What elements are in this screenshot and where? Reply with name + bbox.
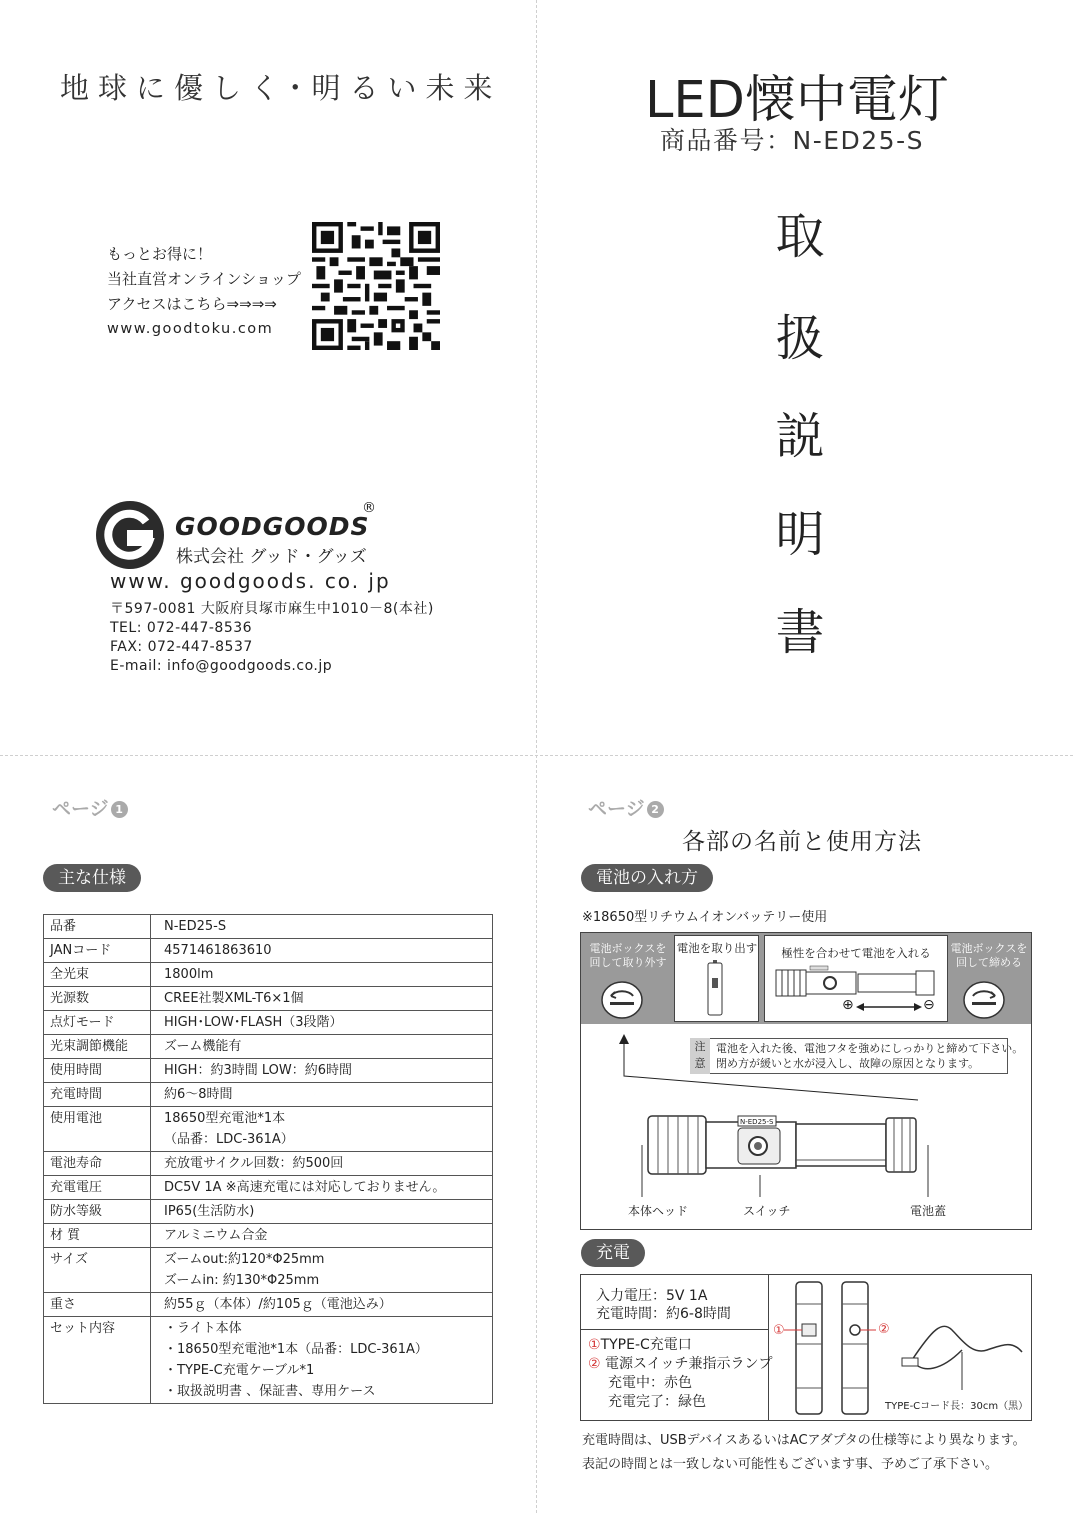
product-model-number: 商品番号：N-ED25-S (660, 126, 924, 155)
spec-value (151, 1107, 493, 1152)
minus-icon: ⊖ (923, 997, 935, 1013)
spec-value-line: ズームout:約120*Φ25mm (164, 1252, 325, 1267)
page-number-badge: 2 (647, 801, 664, 818)
footnote-line-1: 充電時間は、USBデバイスあるいはACアダプタの仕様等により異なります。 (582, 1433, 1026, 1448)
cable-length: TYPE-Cコード長：30cm（黒） (885, 1401, 1029, 1412)
spec-value-line: アルミニウム合金 (164, 1228, 268, 1243)
page-number-badge: 1 (111, 801, 128, 818)
spec-value-line: 18650型充電池*1本 (164, 1111, 286, 1126)
product-title: LED懐中電灯 (645, 71, 949, 130)
company-contact (110, 600, 434, 676)
battery-type-note: ※18650型リチウムイオンバッテリー使用 (582, 910, 828, 925)
insert-battery-illustration (774, 962, 938, 1002)
spec-value-line: HIGH･LOW･FLASH（3段階） (164, 1015, 343, 1030)
spec-row (44, 1200, 493, 1224)
goodgoods-logo-icon (95, 500, 165, 570)
spec-key: 使用時間 (44, 1059, 151, 1083)
shop-info (107, 242, 301, 342)
company-name-jp: 株式会社 グッド・グッズ (176, 547, 367, 567)
spec-row (44, 915, 493, 939)
spec-value (151, 1152, 493, 1176)
charge-spec (596, 1287, 731, 1323)
company-tel: TEL: 072-447-8536 (110, 620, 253, 636)
spec-value-line: ・ライト本体 (164, 1321, 242, 1336)
spec-row (44, 1176, 493, 1200)
spec-row (44, 1059, 493, 1083)
spec-value (151, 1293, 493, 1317)
spec-value (151, 1011, 493, 1035)
charging-color: 充電中：赤色 (608, 1375, 692, 1391)
company-website[interactable]: www. goodgoods. co. jp (110, 569, 391, 593)
spec-value-line: N-ED25-S (164, 919, 227, 934)
page-2-label (588, 794, 664, 821)
spec-row (44, 1035, 493, 1059)
item-1-marker: ① (588, 1337, 601, 1353)
spec-value (151, 987, 493, 1011)
spec-key: セット内容 (44, 1317, 151, 1404)
charge-time: 充電時間：約6-8時間 (596, 1306, 731, 1322)
spec-key: 充電電圧 (44, 1176, 151, 1200)
spec-key: 使用電池 (44, 1107, 151, 1152)
charge-section-header: 充電 (581, 1239, 645, 1267)
spec-key: サイズ (44, 1248, 151, 1293)
footnote-line-2: 表記の時間とは一致しない可能性もございます事、予めご了承下さい。 (582, 1457, 999, 1472)
fold-line-vertical (536, 0, 537, 1513)
page-label-text: ページ (588, 798, 645, 820)
item-1-text: TYPE-C充電口 (600, 1337, 692, 1353)
spec-value (151, 915, 493, 939)
caution-line-1: 電池を入れた後、電池フタを強めにしっかりと締めて下さい。 (716, 1042, 1024, 1055)
charge-parts-list (588, 1336, 772, 1412)
company-address: 〒597-0081 大阪府貝塚市麻生中1010－8(本社) (110, 601, 434, 617)
spec-value (151, 1176, 493, 1200)
spec-row (44, 1224, 493, 1248)
spec-row (44, 1107, 493, 1152)
spec-value-line: （品番：LDC-361A） (164, 1132, 294, 1147)
spec-row (44, 1152, 493, 1176)
part-leader-lines (636, 1145, 936, 1200)
manual-title-char: 明 (775, 506, 825, 563)
rotate-close-icon (962, 980, 1006, 1020)
spec-key: 全光束 (44, 963, 151, 987)
step-2-text: 電池を取り出す (676, 941, 758, 955)
spec-value-line: 1800lm (164, 967, 214, 982)
manual-title-char: 取 (775, 208, 825, 265)
spec-value-line: ・取扱説明書 、保証書、専用ケース (164, 1384, 376, 1399)
page-2-heading: 各部の名前と使用方法 (682, 829, 922, 855)
shop-line-1: もっとお得に！ (107, 245, 213, 263)
spec-key: 電池寿命 (44, 1152, 151, 1176)
qr-code-icon[interactable] (312, 222, 440, 350)
spec-section-header: 主な仕様 (43, 864, 141, 892)
spec-row (44, 1317, 493, 1404)
battery-icon (704, 958, 726, 1018)
caution-tag: 注意 (690, 1038, 710, 1074)
company-email[interactable]: E-mail: info@goodgoods.co.jp (110, 658, 333, 674)
part-label-switch: スイッチ (743, 1204, 791, 1218)
spec-key: 充電時間 (44, 1083, 151, 1107)
company-fax: FAX: 072-447-8537 (110, 639, 253, 655)
spec-value-line: 充放電サイクル回数：約500回 (164, 1156, 344, 1171)
spec-key: 点灯モード (44, 1011, 151, 1035)
spec-key: 重さ (44, 1293, 151, 1317)
step-1-text: 電池ボックスを回して取り外す (589, 942, 667, 969)
caution-text (716, 1041, 1023, 1071)
charged-color: 充電完了：緑色 (608, 1394, 706, 1410)
marker-2-label: ② (878, 1322, 890, 1337)
manual-title-char: 説 (775, 408, 825, 465)
spec-value (151, 1083, 493, 1107)
manual-title-char: 書 (775, 604, 825, 661)
spec-value (151, 939, 493, 963)
battery-section-header: 電池の入れ方 (581, 864, 713, 892)
charge-footnote (582, 1429, 1026, 1477)
spec-value-line: 約6～8時間 (164, 1087, 233, 1102)
double-arrow-icon (856, 1002, 922, 1012)
spec-value (151, 963, 493, 987)
spec-key: 材 質 (44, 1224, 151, 1248)
spec-key: 光束調節機能 (44, 1035, 151, 1059)
spec-row (44, 939, 493, 963)
spec-value-line: 4571461863610 (164, 943, 272, 958)
spec-row (44, 1248, 493, 1293)
spec-value-line: HIGH：約3時間 LOW：約6時間 (164, 1063, 352, 1078)
item-2-text: 電源スイッチ兼指示ランプ (605, 1356, 773, 1372)
shop-line-3: アクセスはこちら⇒⇒⇒⇒ (107, 295, 277, 313)
spec-value (151, 1059, 493, 1083)
spec-value (151, 1248, 493, 1293)
manual-title-char: 扱 (775, 310, 825, 367)
fold-line-horizontal (0, 755, 1073, 756)
spec-key: JANコード (44, 939, 151, 963)
spec-table (43, 914, 493, 1404)
spec-row (44, 963, 493, 987)
spec-value-line: 約55ｇ（本体）/約105ｇ（電池込み） (164, 1297, 392, 1312)
spec-row (44, 1083, 493, 1107)
item-2-marker: ② (588, 1356, 601, 1372)
registered-mark: ® (362, 500, 376, 516)
spec-value-line: IP65(生活防水) (164, 1204, 255, 1219)
page-label-text: ページ (52, 798, 109, 820)
spec-key: 品番 (44, 915, 151, 939)
spec-row (44, 987, 493, 1011)
charge-input-voltage: 入力電圧：5V 1A (596, 1288, 708, 1304)
spec-value (151, 1200, 493, 1224)
spec-row (44, 1293, 493, 1317)
part-label-head: 本体ヘッド (628, 1204, 689, 1218)
spec-value (151, 1317, 493, 1404)
caution-line-2: 閉め方が緩いと水が浸入し、故障の原因となります。 (716, 1057, 980, 1070)
brand-name: GOODGOODS (175, 512, 370, 541)
part-label-cap: 電池蓋 (910, 1204, 947, 1218)
rotate-open-icon (600, 980, 644, 1020)
shop-line-2: 当社直営オンラインショップ (107, 270, 301, 288)
shop-url[interactable]: www.goodtoku.com (107, 321, 274, 337)
spec-key: 光源数 (44, 987, 151, 1011)
spec-value (151, 1035, 493, 1059)
spec-key: 防水等級 (44, 1200, 151, 1224)
spec-value-line: DC5V 1A ※高速充電には対応しておりません。 (164, 1180, 446, 1195)
charge-box-separator (580, 1329, 768, 1330)
spec-value-line: ・TYPE-C充電ケーブル*1 (164, 1363, 315, 1378)
marker-1-label: ① (773, 1323, 785, 1338)
body-engraving: N-ED25-S (740, 1118, 774, 1126)
spec-row (44, 1011, 493, 1035)
slogan: 地球に優しく･明るい未来 (60, 71, 502, 105)
step-4-text: 電池ボックスを回して締める (950, 942, 1028, 969)
spec-value-line: ズームin: 約130*Φ25mm (164, 1273, 320, 1288)
spec-value-line: CREE社製XML-T6×1個 (164, 991, 304, 1006)
plus-icon: ⊕ (842, 997, 854, 1013)
spec-value (151, 1224, 493, 1248)
spec-value-line: ズーム機能有 (164, 1039, 242, 1054)
page-1-label (52, 794, 128, 821)
spec-value-line: ・18650型充電池*1本（品番：LDC-361A） (164, 1342, 428, 1357)
step-3-text: 極性を合わせて電池を入れる (781, 946, 931, 960)
